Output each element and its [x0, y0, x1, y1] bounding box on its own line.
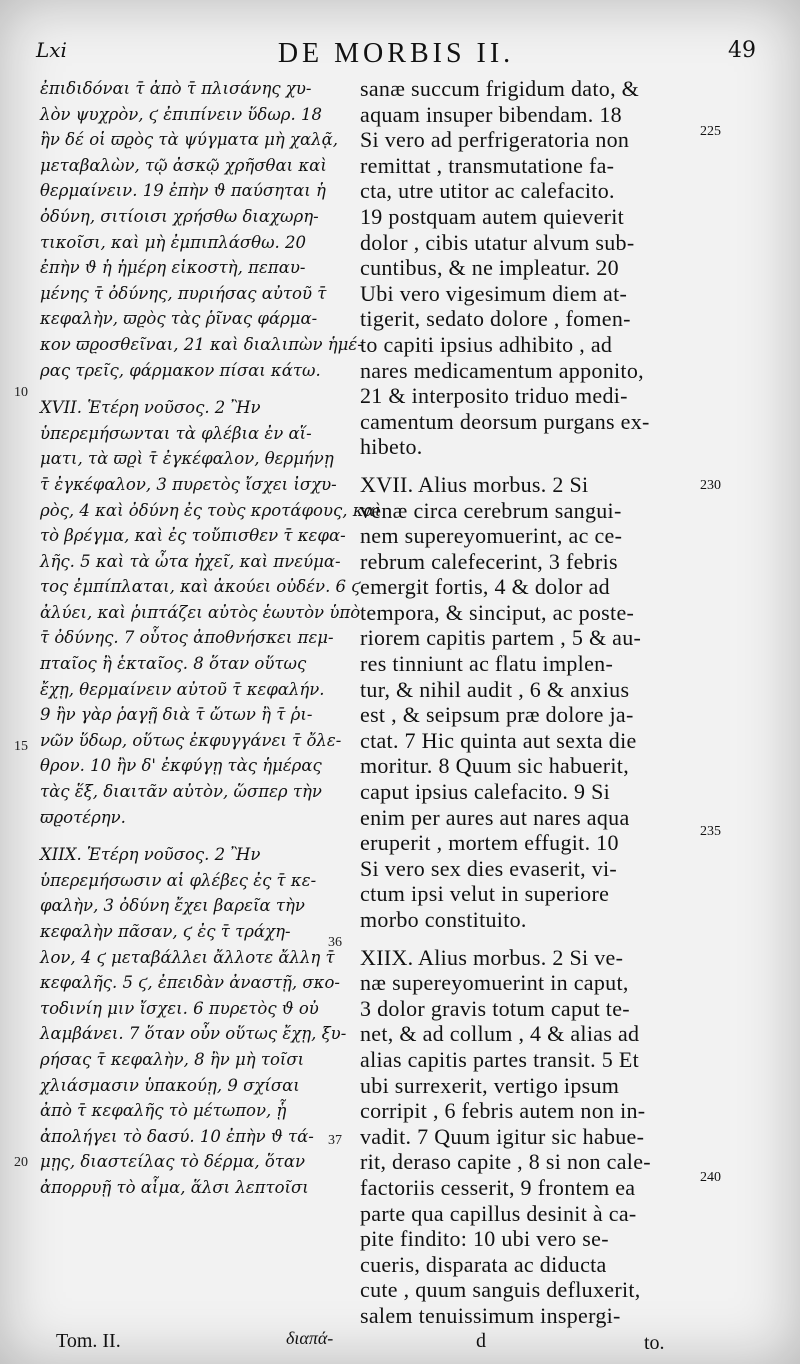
text-line: rit, deraso capite , 8 si non cale-: [360, 1149, 651, 1175]
text-line: cuntibus, & ne impleatur. 20: [360, 255, 619, 281]
text-line: pite findito: 10 ubi vero se-: [360, 1226, 609, 1252]
text-line: κεφαλὴν πᾶσαν, ϛ ἐς τ̄ τράχη-: [40, 922, 291, 941]
line-number: 10: [14, 385, 28, 400]
text-line: caput ipsius calefacito. 9 Si: [360, 779, 611, 805]
running-title: DE MORBIS II.: [277, 38, 515, 69]
text-line: net, & ad collum , 4 & alias ad: [360, 1021, 640, 1047]
text-line: ἀλύει, καὶ ῥιπτάζει αὐτὸς ἑωυτὸν ὑπὸ: [40, 602, 361, 622]
section-spacer: [40, 383, 340, 395]
text-line: πταῖος ἢ ἑκταῖος. 8 ὅταν οὕτως: [40, 654, 307, 674]
text-line: corripit , 6 febris autem non in-: [360, 1098, 646, 1124]
text-line: factoriis cesserit, 9 frontem ea: [360, 1174, 636, 1200]
text-line: Si vero sex dies evaserit, vi-: [360, 855, 618, 881]
text-line: θερμαίνειν. 19 ἐπὴν ϑ παύσηται ἡ: [40, 181, 326, 201]
text-line: τὰς ἕξ, διαιτᾶν αὐτὸν, ὥσπερ τὴν: [40, 782, 322, 802]
section-heading-line: XVII. Alius morbus. 2 Si: [360, 471, 589, 497]
text-line: venæ circa cerebrum sangui-: [360, 497, 622, 523]
volume-mark: Tom. II.: [56, 1330, 121, 1352]
text-line: λὸν ψυχρὸν, ϛ ἐπιπίνειν ὕδωρ. 18: [40, 104, 322, 124]
text-line: τ̄ ἐγκέφαλον, 3 πυρετὸς ἴσχει ἰσχυ-: [40, 474, 337, 494]
text-line: κον ϖϱοσθεῖναι, 21 καὶ διαλιπὼν ἡμέ-: [40, 334, 363, 354]
text-line: ὑπερεμήσωσιν αἱ φλέβες ἐς τ̄ κε-: [40, 870, 317, 890]
text-line: τοδινίη μιν ἴσχει. 6 πυρετὸς ϑ οὐ: [40, 998, 319, 1018]
text-line: κεφαλῆς. 5 ϛ, ἐπειδὰν ἀναστῇ, σκο-: [40, 973, 340, 993]
text-line: κεφαλὴν, ϖϱὸς τὰς ῥῖνας φάρμα-: [40, 309, 318, 329]
text-line: ρὸς, 4 καὶ ὀδύνη ἐς τοὺς κροτάφους, καὶ: [40, 500, 382, 520]
text-line: rebrum calefecerint, 3 febris: [360, 548, 618, 574]
section-spacer: [360, 933, 700, 945]
section-heading-line: XIIX. Ἑτέρη νοῦσος. 2 Ἢν: [40, 845, 261, 865]
text-line: moritur. 8 Quum sic habuerit,: [360, 753, 629, 779]
text-line: τὸ βρέγμα, καὶ ἐς τοὔπισθεν τ̄ κεφα-: [40, 526, 346, 546]
text-line: hibeto.: [360, 434, 423, 460]
page-number: 49: [728, 38, 756, 63]
header-signature: Lxi: [36, 38, 67, 62]
text-line: ἀπολήγει τὸ δασύ. 10 ἐπὴν ϑ τά-: [40, 1126, 314, 1146]
line-number: 36: [328, 935, 342, 950]
greek-text-column: [40, 76, 382, 1201]
text-line: ματι, τὰ ϖϱὶ τ̄ ἐγκέφαλον, θερμήνῃ: [40, 449, 334, 469]
margin-number: 230: [700, 478, 721, 493]
latin-text-column: [360, 76, 700, 1329]
text-line: τος ἐμπίπλαται, καὶ ἀκούει οὐδέν. 6 ϛ: [40, 577, 361, 597]
text-line: λον, 4 ϛ μεταβάλλει ἄλλοτε ἄλλη τ̄: [40, 947, 335, 967]
text-line: est , & seipsum præ dolore ja-: [360, 702, 634, 728]
text-line: tigerit, sedato dolore , fomen-: [360, 306, 631, 332]
section-spacer: [360, 460, 700, 472]
text-line: 9 ἢν γὰρ ῥαγῇ διὰ τ̄ ὤτων ἢ τ̄ ῥι-: [40, 705, 313, 725]
text-line: riorem capitis partem , 5 & au-: [360, 625, 642, 651]
greek-catchword: διαπά-: [286, 1328, 334, 1348]
text-line: enim per aures aut nares aqua: [360, 804, 630, 830]
text-line: dolor , cibis utatur alvum sub-: [360, 229, 635, 255]
text-line: nares medicamentum apponito,: [360, 357, 644, 383]
text-line: to capiti ipsius adhibito , ad: [360, 331, 613, 357]
text-line: θρον. 10 ἢν δ' ἐκφύγῃ τὰς ἡμέρας: [40, 756, 322, 776]
text-line: νῶν ὕδωρ, οὕτως ἐκφυγγάνει τ̄ ὄλε-: [40, 730, 342, 750]
section-heading-line: XVII. Ἑτέρη νοῦσος. 2 Ἢν: [40, 398, 261, 418]
text-line: μεταβαλὼν, τῷ ἀσκῷ χρῆσθαι καὶ: [40, 155, 327, 175]
section-heading-line: XIIX. Alius morbus. 2 Si ve-: [360, 944, 624, 970]
text-line: cute , quum sanguis defluxerit,: [360, 1277, 641, 1303]
text-line: tempora, & sinciput, ac poste-: [360, 599, 635, 625]
text-line: ὀδύνη, σιτίοισι χρήσθω διαχωρη-: [40, 206, 319, 226]
margin-number: 225: [700, 124, 721, 139]
text-line: φαλὴν, 3 ὀδύνη ἔχει βαρεῖα τὴν: [40, 896, 305, 916]
text-line: morbo constituito.: [360, 907, 527, 932]
text-line: vadit. 7 Quum igitur sic habue-: [360, 1123, 645, 1149]
line-number: 20: [14, 1155, 28, 1170]
text-line: camentum deorsum purgans ex-: [360, 408, 650, 434]
text-line: ρήσας τ̄ κεφαλὴν, 8 ἢν μὴ τοῖσι: [40, 1049, 305, 1069]
text-line: ἢν δέ οἱ ϖϱὸς τὰ ψύγματα μὴ χαλᾷ,: [40, 130, 338, 150]
text-line: cueris, disparata ac diducta: [360, 1251, 607, 1277]
text-line: emergit fortis, 4 & dolor ad: [360, 574, 610, 600]
text-line: τικοῖσι, καὶ μὴ ἐμπιπλάσθω. 20: [40, 232, 307, 252]
text-line: alias capitis partes transit. 5 Et: [360, 1046, 640, 1072]
text-line: ἀπὸ τ̄ κεφαλῆς τὸ μέτωπον, ᾗ: [40, 1101, 287, 1121]
text-line: remittat , transmutatione fa-: [360, 152, 615, 178]
text-line: parte qua capillus desinit à ca-: [360, 1200, 637, 1226]
text-line: ϖϱοτέρην.: [40, 807, 126, 827]
margin-number: 240: [700, 1170, 721, 1185]
section-spacer: [40, 830, 340, 842]
text-line: ubi surrexerit, vertigo ipsum: [360, 1072, 620, 1098]
text-line: λαμβάνει. 7 ὅταν οὖν οὕτως ἔχῃ, ξυ-: [40, 1024, 347, 1044]
text-line: nem supereyomuerint, ac ce-: [360, 523, 623, 549]
text-line: τ̄ ὀδύνης. 7 οὗτος ἀποθνήσκει πεμ-: [40, 628, 334, 648]
page-header: [36, 38, 756, 72]
text-line: 3 dolor gravis totum caput te-: [360, 995, 630, 1021]
text-line: ρας τρεῖς, φάρμακον πίσαι κάτω.: [40, 360, 321, 380]
text-line: salem tenuissimum inspergi-: [360, 1302, 621, 1328]
text-line: næ supereyomuerint in caput,: [360, 970, 629, 996]
latin-catchword: to.: [644, 1332, 665, 1354]
text-line: ἀπορρυῇ τὸ αἷμα, ἅλσι λεπτοῖσι: [40, 1177, 309, 1197]
text-line: Si vero ad perfrigeratoria non: [360, 127, 630, 153]
text-line: μένης τ̄ ὀδύνης, πυριήσας αὐτοῦ τ̄: [40, 283, 327, 303]
page-footer: [56, 1328, 665, 1360]
text-line: tur, & nihil audit , 6 & anxius: [360, 676, 630, 702]
text-line: sanæ succum frigidum dato, &: [360, 76, 640, 101]
text-line: cta, utre utitor ac calefacito.: [360, 178, 615, 204]
line-number: 37: [328, 1133, 342, 1148]
signature-mark: d: [476, 1330, 486, 1352]
text-line: aquam insuper bibendam. 18: [360, 101, 622, 127]
text-line: ἐπὴν ϑ ἡ ἡμέρη εἰκοστὴ, πεπαυ-: [40, 258, 306, 278]
text-line: eruperit , mortem effugit. 10: [360, 830, 619, 856]
text-line: ἐπιδιδόναι τ̄ ἀπὸ τ̄ πλισάνης χυ-: [40, 79, 312, 98]
text-line: ἔχῃ, θερμαίνειν αὐτοῦ τ̄ κεφαλήν.: [40, 679, 325, 699]
text-line: λῆς. 5 καὶ τὰ ὦτα ἠχεῖ, καὶ πνεύμα-: [40, 551, 341, 571]
text-line: 21 & interposito triduo medi-: [360, 383, 628, 409]
line-number: 15: [14, 739, 28, 754]
text-line: μῃς, διαστείλας τὸ δέρμα, ὅταν: [40, 1152, 306, 1172]
text-line: Ubi vero vigesimum diem at-: [360, 280, 628, 306]
text-line: ctat. 7 Hic quinta aut sexta die: [360, 727, 637, 753]
text-line: 19 postquam autem quieverit: [360, 203, 625, 229]
text-line: res tinniunt ac flatu implen-: [360, 651, 614, 677]
text-line: ctum ipsi velut in superiore: [360, 881, 610, 907]
text-line: χλιάσμασιν ὑπακούῃ, 9 σχίσαι: [40, 1075, 300, 1095]
margin-number: 235: [700, 824, 721, 839]
text-line: ὑπερεμήσωνται τὰ φλέβια ἐν αἵ-: [40, 423, 312, 443]
